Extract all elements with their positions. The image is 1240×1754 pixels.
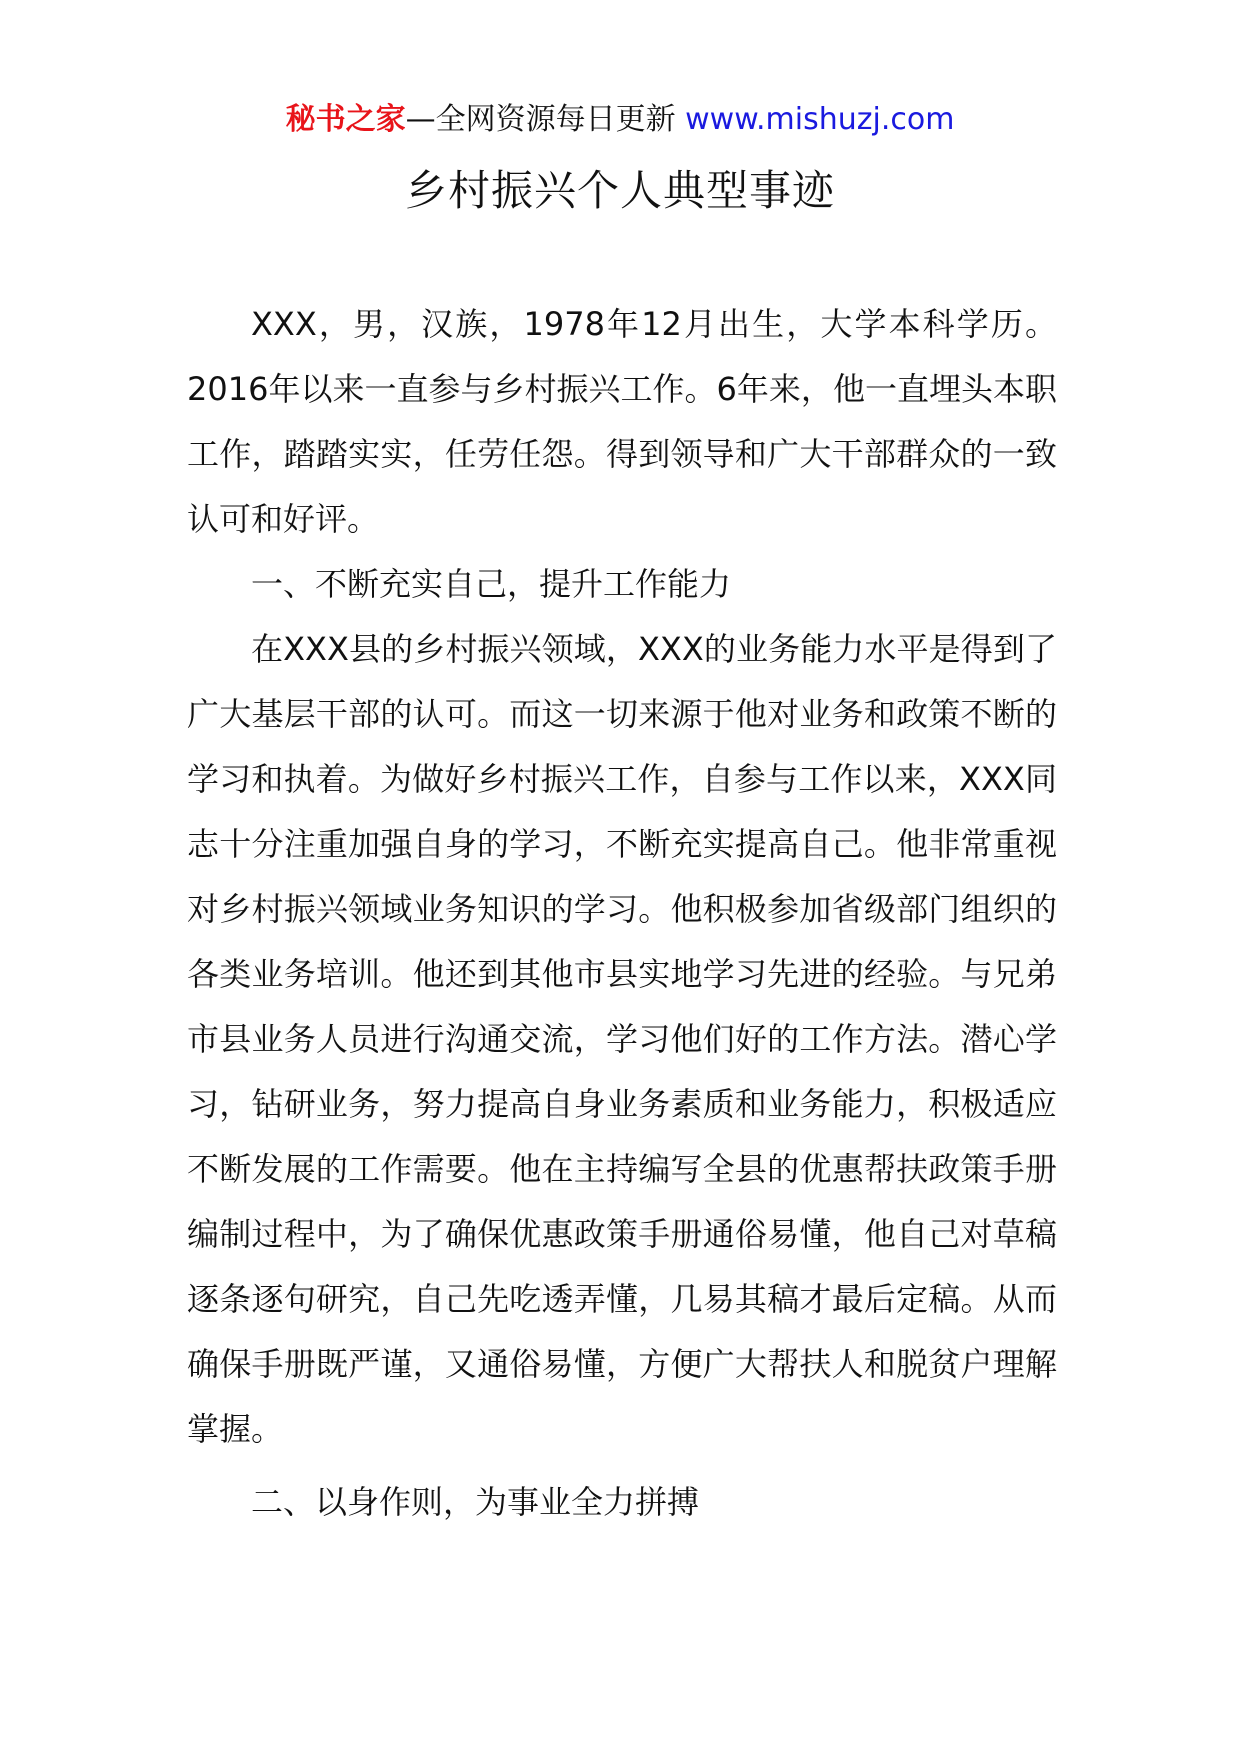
document-body <box>187 292 1057 1535</box>
document-title: 乡村振兴个人典型事迹 <box>404 166 835 215</box>
section-heading-2: 二、以身作则，为事业全力拼搏 <box>251 1483 700 1521</box>
site-header <box>0 100 1240 140</box>
brand-name: 秘书之家 <box>285 102 406 137</box>
section-1-paragraph: 在XXX县的乡村振兴领域，XXX的业务能力水平是得到了广大基层干部的认可。而这一切来源于他对业务和政策不断的学习和执着。为做好乡村振兴工作，自参与工作以来，XXX同志十分注重加强自身的学习，不断充实提高自己。他非常重视对乡村振兴领域业务知识的学习。他积极参加省级部门组织的各类业务培训。他还到其他市县实地学习先进的经验。与兄弟市县业务人员进行沟通交流，学习他们好的工作方法。潜心学习，钻研业务，努力提高自身业务素质和业务能力，积极适应不断发展的工作需要。他在主持编写全县的优惠帮扶政策手册编制过程中，为了确保优惠政策手册通俗易懂，他自己对草稿逐条逐句研究，自己先吃透弄懂，几易其稿才最后定稿。从而确保手册既严谨，又通俗易懂，方便广大帮扶人和脱贫户理解掌握。 <box>187 630 1057 1448</box>
header-tagline: —全网资源每日更新 <box>405 102 686 137</box>
section-heading-1: 一、不断充实自己，提升工作能力 <box>251 565 732 603</box>
site-url-link[interactable]: www.mishuzj.com <box>685 102 955 137</box>
intro-paragraph: XXX，男，汉族，1978年12月出生，大学本科学历。2016年以来一直参与乡村振兴工作。6年来，他一直埋头本职工作，踏踏实实，任劳任怨。得到领导和广大干部群众的一致认可和好评。 <box>187 305 1057 538</box>
